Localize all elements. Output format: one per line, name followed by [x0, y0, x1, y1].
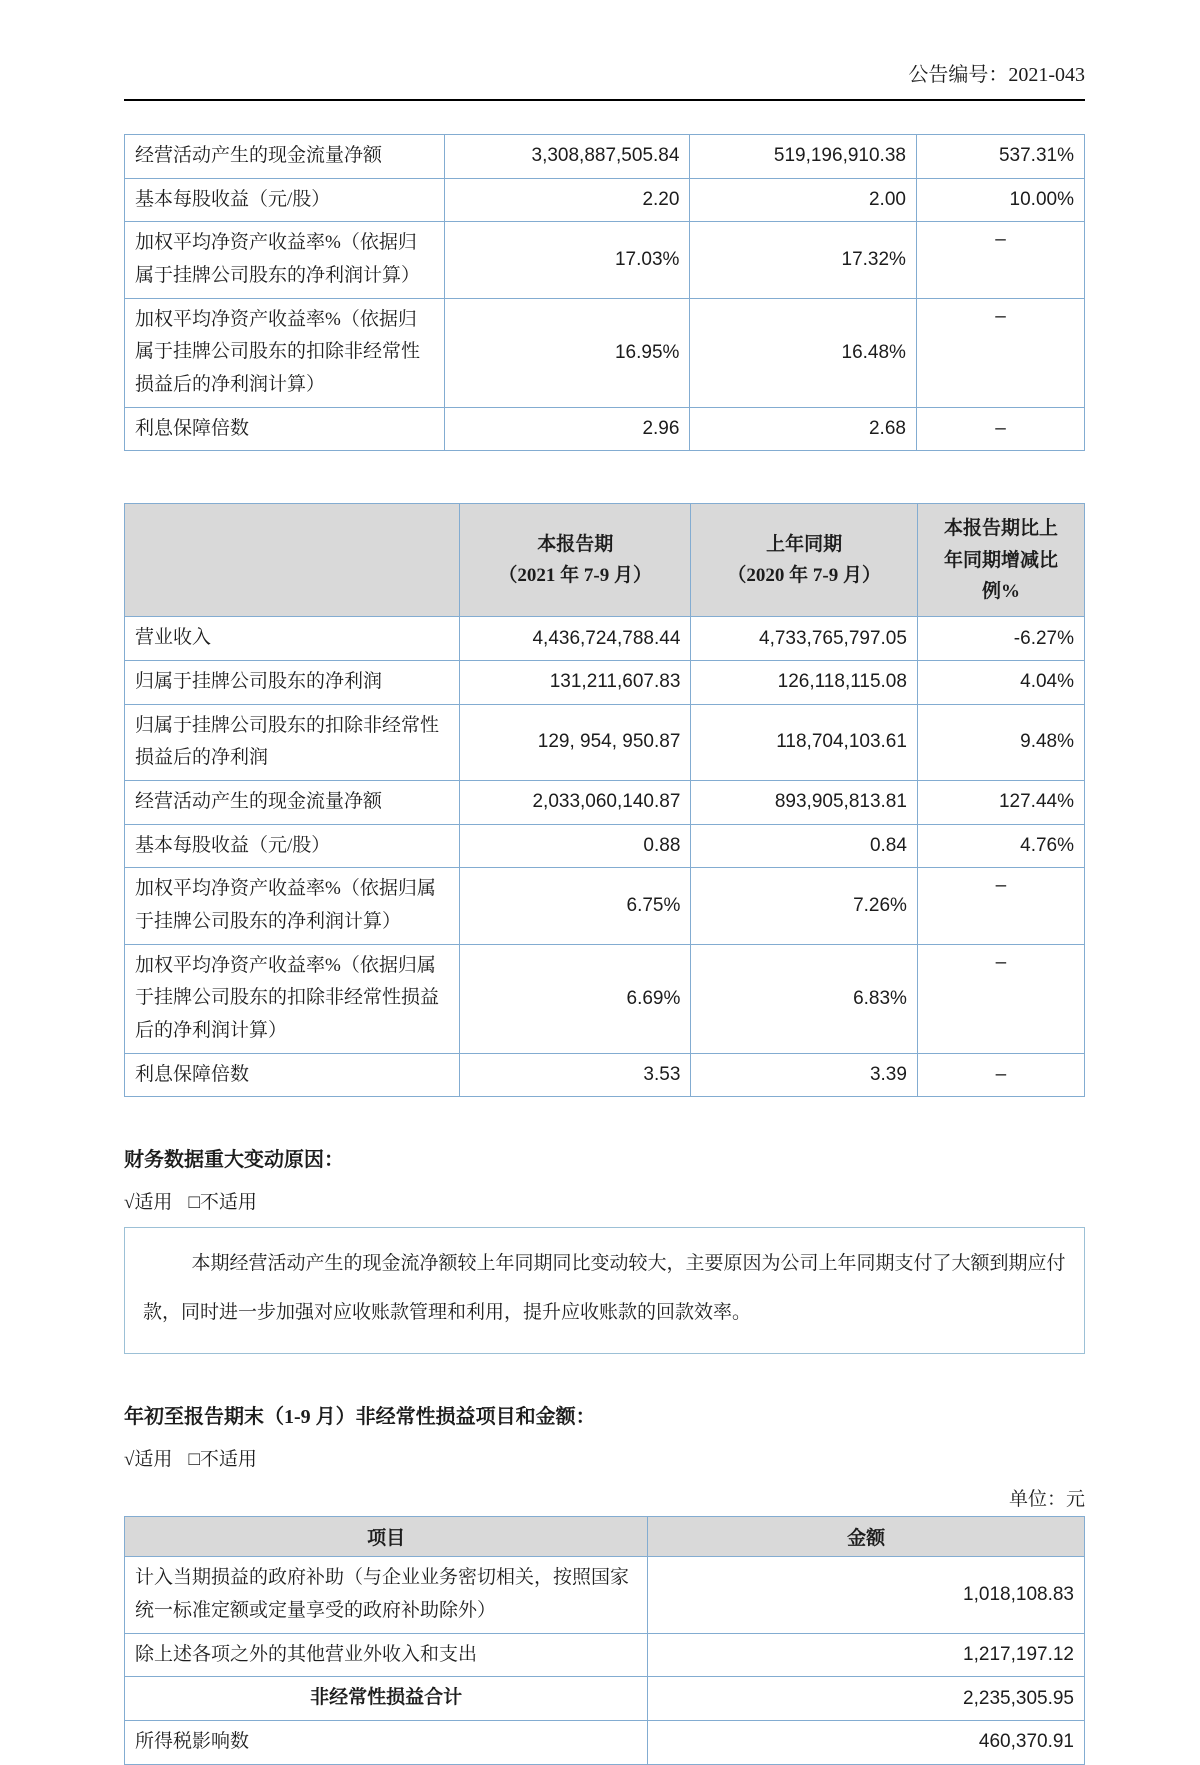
header-current-period [460, 504, 691, 617]
prior-value: 519,196,910.38 [690, 135, 917, 179]
metric-label: 基本每股收益（元/股） [125, 178, 445, 222]
table-row [125, 1633, 1085, 1677]
amount-value: 2,235,305.95 [648, 1677, 1085, 1721]
not-applicable-option: □不适用 [188, 1192, 257, 1214]
change-value: – [916, 222, 1084, 298]
table-row [125, 407, 1085, 451]
metric-label: 基本每股收益（元/股） [125, 824, 460, 868]
table-header-row [125, 1517, 1085, 1557]
table-row [125, 1557, 1085, 1633]
prior-value: 4,733,765,797.05 [691, 617, 918, 661]
table-row [125, 1721, 1085, 1765]
prior-value: 893,905,813.81 [691, 781, 918, 825]
amount-value: 460,370.91 [648, 1721, 1085, 1765]
current-value: 2.20 [444, 178, 690, 222]
change-reason-box [124, 1227, 1085, 1354]
change-value: 9.48% [917, 704, 1084, 780]
prior-value: 0.84 [691, 824, 918, 868]
header-change: 本报告期比上年同期增减比例% [917, 504, 1084, 617]
item-label: 除上述各项之外的其他营业外收入和支出 [125, 1633, 648, 1677]
current-value: 2,033,060,140.87 [460, 781, 691, 825]
table-header-row [125, 504, 1085, 617]
section-title-nonrecurring: 年初至报告期末（1-9 月）非经常性损益项目和金额： [124, 1406, 596, 1429]
current-value: 0.88 [460, 824, 691, 868]
table-row [125, 617, 1085, 661]
change-value: 10.00% [916, 178, 1084, 222]
amount-value: 1,217,197.12 [648, 1633, 1085, 1677]
table-row [125, 298, 1085, 407]
header-current-line1: 本报告期 [537, 534, 614, 556]
prior-value: 2.00 [690, 178, 917, 222]
prior-value: 7.26% [691, 868, 918, 944]
metric-label: 加权平均净资产收益率%（依据归属于挂牌公司股东的净利润计算） [125, 222, 445, 298]
prior-value: 17.32% [690, 222, 917, 298]
metric-label: 归属于挂牌公司股东的净利润 [125, 661, 460, 705]
table-row [125, 222, 1085, 298]
header-amount: 金额 [648, 1517, 1085, 1557]
change-value: 127.44% [917, 781, 1084, 825]
current-value: 6.75% [460, 868, 691, 944]
change-value: – [917, 868, 1084, 944]
applicability-line [124, 1444, 1085, 1471]
current-value: 3.53 [460, 1053, 691, 1097]
current-value: 6.69% [460, 944, 691, 1053]
applicable-option: √适用 [124, 1192, 173, 1214]
table-row [125, 704, 1085, 780]
applicable-option: √适用 [124, 1449, 173, 1471]
current-value: 16.95% [444, 298, 690, 407]
current-value: 131,211,607.83 [460, 661, 691, 705]
change-reason-paragraph: 本期经营活动产生的现金流净额较上年同期同比变动较大，主要原因为公司上年同期支付了大额到期应付款，同时进一步加强对应收账款管理和利用，提升应收账款的回款效率。 [143, 1253, 1066, 1323]
header-current-line2: （2021 年 7-9 月） [498, 565, 652, 587]
prior-value: 2.68 [690, 407, 917, 451]
section-title-change-reason: 财务数据重大变动原因： [124, 1149, 344, 1172]
current-value: 3,308,887,505.84 [444, 135, 690, 179]
table-row [125, 661, 1085, 705]
change-value: 4.76% [917, 824, 1084, 868]
change-value: – [917, 944, 1084, 1053]
metric-label: 营业收入 [125, 617, 460, 661]
table-row [125, 135, 1085, 179]
doc-number: 公告编号：2021-043 [908, 64, 1085, 86]
header-prior-line1: 上年同期 [766, 534, 843, 556]
change-value: – [916, 407, 1084, 451]
table-row [125, 1677, 1085, 1721]
metric-label: 利息保障倍数 [125, 407, 445, 451]
prior-value: 16.48% [690, 298, 917, 407]
current-value: 129, 954, 950.87 [460, 704, 691, 780]
change-value: 537.31% [916, 135, 1084, 179]
header-prior-period [691, 504, 918, 617]
table-row [125, 781, 1085, 825]
unit-label: 单位：元 [1008, 1489, 1085, 1511]
item-label: 计入当期损益的政府补助（与企业业务密切相关，按照国家统一标准定额或定量享受的政府补助除外） [125, 1557, 648, 1633]
prior-value: 126,118,115.08 [691, 661, 918, 705]
not-applicable-option: □不适用 [188, 1449, 257, 1471]
table-row [125, 944, 1085, 1053]
table-row [125, 824, 1085, 868]
nonrecurring-items-table [124, 1516, 1085, 1764]
table-row [125, 868, 1085, 944]
header-metric [125, 504, 460, 617]
change-value: – [916, 298, 1084, 407]
key-metrics-table-annual [124, 134, 1085, 451]
prior-value: 118,704,103.61 [691, 704, 918, 780]
current-value: 4,436,724,788.44 [460, 617, 691, 661]
metric-label: 经营活动产生的现金流量净额 [125, 135, 445, 179]
current-value: 17.03% [444, 222, 690, 298]
total-label: 非经常性损益合计 [125, 1677, 648, 1721]
prior-value: 3.39 [691, 1053, 918, 1097]
table-row [125, 178, 1085, 222]
change-value: – [917, 1053, 1084, 1097]
metric-label: 加权平均净资产收益率%（依据归属于挂牌公司股东的扣除非经常性损益后的净利润计算） [125, 298, 445, 407]
header-divider [124, 99, 1085, 101]
item-label: 所得税影响数 [125, 1721, 648, 1765]
metric-label: 经营活动产生的现金流量净额 [125, 781, 460, 825]
change-value: -6.27% [917, 617, 1084, 661]
header-prior-line2: （2020 年 7-9 月） [727, 565, 881, 587]
applicability-line [124, 1187, 1085, 1214]
key-metrics-table-quarterly [124, 503, 1085, 1097]
header-item: 项目 [125, 1517, 648, 1557]
amount-value: 1,018,108.83 [648, 1557, 1085, 1633]
table-row [125, 1053, 1085, 1097]
metric-label: 加权平均净资产收益率%（依据归属于挂牌公司股东的净利润计算） [125, 868, 460, 944]
prior-value: 6.83% [691, 944, 918, 1053]
metric-label: 利息保障倍数 [125, 1053, 460, 1097]
metric-label: 归属于挂牌公司股东的扣除非经常性损益后的净利润 [125, 704, 460, 780]
change-value: 4.04% [917, 661, 1084, 705]
current-value: 2.96 [444, 407, 690, 451]
metric-label: 加权平均净资产收益率%（依据归属于挂牌公司股东的扣除非经常性损益后的净利润计算） [125, 944, 460, 1053]
